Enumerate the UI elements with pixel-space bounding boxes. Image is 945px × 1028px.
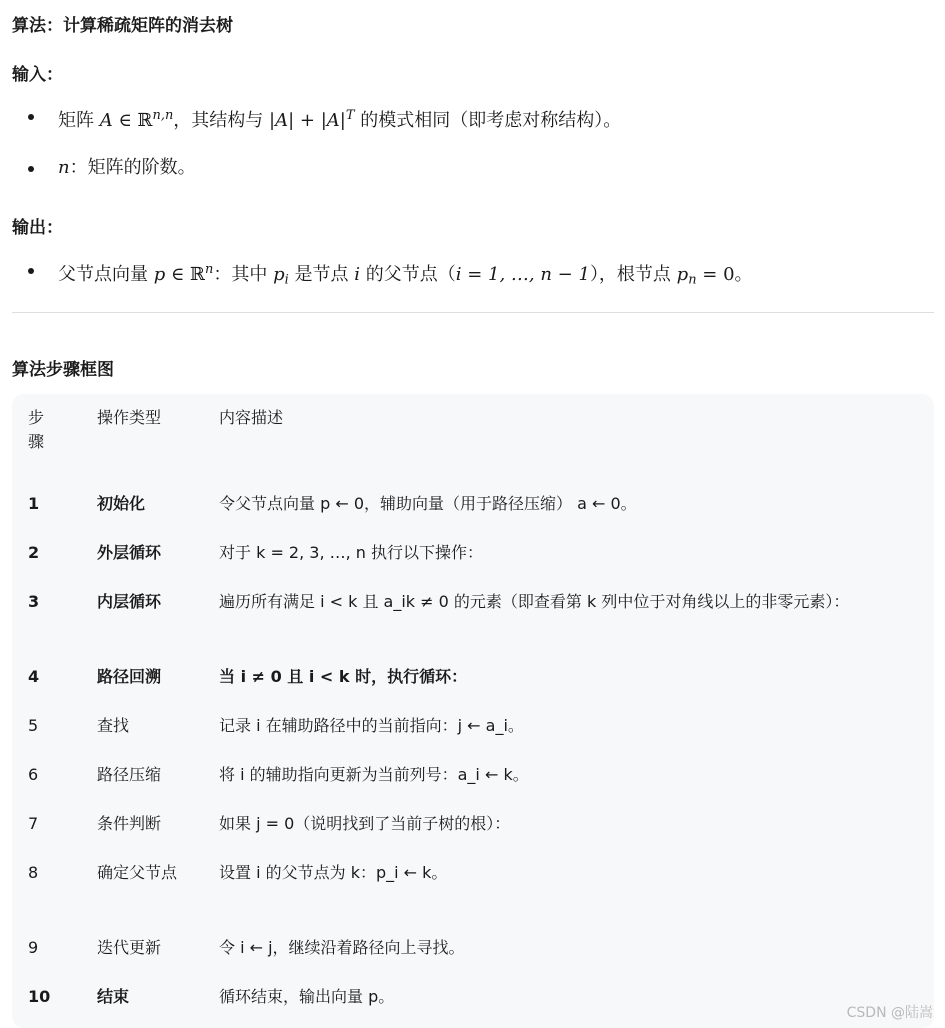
type-cell: 内层循环 — [97, 592, 162, 611]
desc-cell: 设置 i 的父节点为 k：p_i ← k。 — [219, 863, 448, 882]
desc-cell: 如果 j = 0（说明找到了当前子树的根）： — [219, 814, 511, 833]
input-item-text: 的模式相同（即考虑对称结构）。 — [354, 110, 622, 132]
math-A: A — [99, 110, 113, 132]
output-heading: 输出： — [12, 218, 63, 238]
output-item-text: 父节点向量 — [58, 264, 154, 286]
bullet-icon — [28, 268, 34, 274]
math-i: i — [354, 264, 360, 286]
table-row — [12, 576, 934, 651]
math-reals: ℝ — [137, 110, 153, 132]
steps-table-container — [12, 394, 934, 1028]
desc-cell: 令父节点向量 p ← 0，辅助向量（用于路径压缩） a ← 0。 — [219, 494, 637, 513]
input-heading: 输入： — [12, 65, 63, 85]
math-n: n — [58, 157, 70, 179]
divider — [12, 312, 934, 313]
step-cell: 6 — [28, 765, 39, 784]
type-cell: 确定父节点 — [97, 863, 178, 882]
type-cell: 条件判断 — [97, 814, 162, 833]
math-reals: ℝ — [190, 264, 206, 286]
math-abs-A: |A| — [320, 110, 346, 132]
output-item-text: 。 — [734, 264, 753, 286]
math-p: p — [676, 264, 689, 286]
math-in: ∈ — [165, 264, 191, 286]
bullet-icon — [28, 114, 34, 120]
watermark: CSDN @陆嵩 — [846, 1005, 933, 1021]
step-cell: 10 — [28, 987, 51, 1006]
type-cell: 初始化 — [97, 494, 146, 513]
math-in: ∈ — [112, 110, 138, 132]
step-cell: 7 — [28, 814, 39, 833]
header-desc: 内容描述 — [219, 408, 284, 427]
math-p: p — [273, 264, 285, 286]
header-type: 操作类型 — [97, 408, 162, 427]
table-row — [12, 527, 934, 576]
step-cell: 4 — [28, 667, 40, 686]
output-item-parent — [24, 257, 753, 293]
desc-cell: 循环结束，输出向量 p。 — [219, 987, 395, 1006]
desc-cell: 对于 k = 2, 3, …, n 执行以下操作： — [219, 543, 484, 562]
table-row — [12, 798, 934, 847]
input-item-text: ：矩阵的阶数。 — [69, 157, 196, 179]
step-cell: 5 — [28, 716, 39, 735]
math-abs-A: |A| — [269, 110, 295, 132]
math-exponent: n — [205, 262, 214, 277]
table-row — [12, 700, 934, 749]
step-cell: 2 — [28, 543, 40, 562]
diagram-title: 算法步骤框图 — [12, 360, 114, 380]
math-exponent: n,n — [152, 108, 174, 123]
table-header-row — [12, 394, 934, 478]
type-cell: 外层循环 — [97, 543, 162, 562]
desc-cell: 记录 i 在辅助路径中的当前指向：j ← a_i。 — [219, 716, 524, 735]
input-item-text: ，其结构与 — [173, 110, 270, 132]
output-list — [24, 257, 753, 293]
input-item-order — [24, 155, 621, 181]
desc-cell: 当 i ≠ 0 且 i < k 时，执行循环： — [219, 667, 468, 686]
type-cell: 路径压缩 — [97, 765, 162, 784]
math-subscript: n — [688, 272, 697, 288]
table-row — [12, 478, 934, 527]
step-cell: 3 — [28, 592, 40, 611]
input-list — [24, 103, 621, 181]
table-row — [12, 749, 934, 798]
output-item-text: 的父节点（ — [360, 264, 456, 286]
desc-cell: 遍历所有满足 i < k 且 a_ik ≠ 0 的元素（即查看第 k 列中位于对角线以上的非零元素）： — [219, 592, 850, 611]
page-title: 算法：计算稀疏矩阵的消去树 — [12, 16, 233, 36]
math-range: i = 1, …, n − 1 — [455, 264, 590, 286]
type-cell: 查找 — [97, 716, 130, 735]
type-cell: 结束 — [97, 987, 130, 1006]
output-item-text: 是节点 — [288, 264, 355, 286]
output-item-text: ：其中 — [213, 264, 274, 286]
table-row — [12, 651, 934, 700]
table-row — [12, 971, 934, 1020]
desc-cell: 将 i 的辅助指向更新为当前列号：a_i ← k。 — [219, 765, 529, 784]
desc-cell: 令 i ← j，继续沿着路径向上寻找。 — [219, 938, 465, 957]
steps-table — [12, 394, 934, 1020]
math-transpose: T — [345, 108, 355, 123]
math-plus: + — [294, 110, 321, 132]
math-subscript: i — [284, 272, 289, 288]
step-cell: 9 — [28, 938, 39, 957]
table-row — [12, 847, 934, 922]
bullet-icon — [28, 166, 34, 172]
step-cell: 8 — [28, 863, 39, 882]
input-item-text: 矩阵 — [58, 110, 100, 132]
step-cell: 1 — [28, 494, 40, 513]
math-p: p — [153, 264, 166, 286]
output-item-text: ），根节点 — [589, 264, 677, 286]
type-cell: 路径回溯 — [97, 667, 162, 686]
math-eq-zero: = 0 — [696, 264, 735, 286]
type-cell: 迭代更新 — [97, 938, 162, 957]
table-row — [12, 922, 934, 971]
header-step: 步 骤 — [28, 408, 45, 451]
input-item-matrix — [24, 103, 621, 134]
